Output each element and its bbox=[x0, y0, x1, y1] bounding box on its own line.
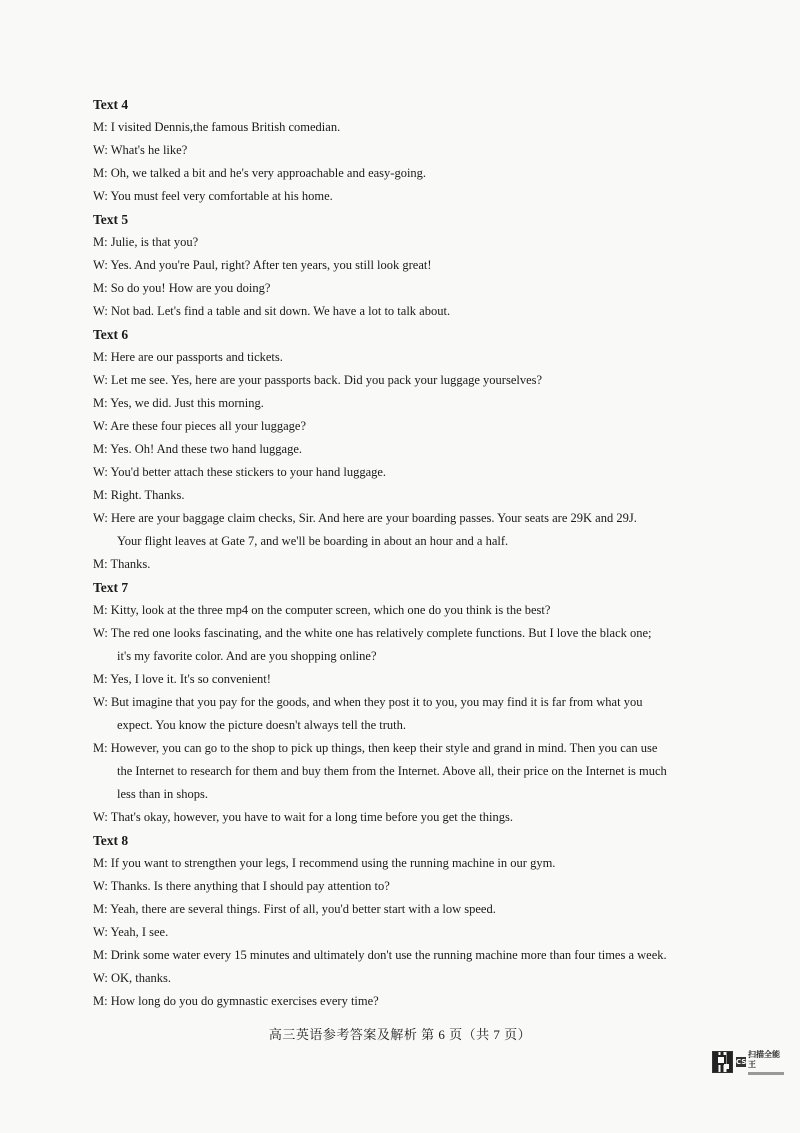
speaker-label: M: bbox=[93, 235, 111, 249]
dialogue-text: You must feel very comfortable at his home. bbox=[110, 189, 333, 203]
speaker-label: M: bbox=[93, 166, 111, 180]
dialogue-line bbox=[93, 507, 733, 530]
dialogue-line bbox=[93, 622, 733, 645]
dialogue-line bbox=[93, 967, 733, 990]
speaker-label: M: bbox=[93, 948, 111, 962]
scanner-brand bbox=[748, 1050, 786, 1075]
dialogue-continuation: the Internet to research for them and buy them from the Internet. Above all, their price on the Internet is much bbox=[117, 764, 667, 778]
dialogue-line bbox=[93, 875, 733, 898]
dialogue-text: Yes. And you're Paul, right? After ten years, you still look great! bbox=[110, 258, 432, 272]
speaker-label: M: bbox=[93, 281, 111, 295]
speaker-label: W: bbox=[93, 879, 111, 893]
dialogue-text: Drink some water every 15 minutes and ultimately don't use the running machine more than four times a week. bbox=[110, 948, 667, 962]
dialogue-line bbox=[93, 185, 733, 208]
dialogue-text: You'd better attach these stickers to your hand luggage. bbox=[110, 465, 387, 479]
transcript-body bbox=[93, 93, 733, 1013]
speaker-label: W: bbox=[93, 419, 111, 433]
speaker-label: M: bbox=[93, 672, 111, 686]
dialogue-text: That's okay, however, you have to wait for a long time before you get the things. bbox=[110, 810, 513, 824]
speaker-label: M: bbox=[93, 442, 111, 456]
dialogue-line bbox=[93, 898, 733, 921]
section-heading: Text 8 bbox=[93, 833, 129, 848]
scanner-brand-tagline bbox=[748, 1072, 784, 1075]
dialogue-text: So do you! How are you doing? bbox=[110, 281, 271, 295]
dialogue-text: Here are our passports and tickets. bbox=[110, 350, 283, 364]
speaker-label: W: bbox=[93, 810, 111, 824]
dialogue-line bbox=[93, 691, 733, 714]
dialogue-text: The red one looks fascinating, and the white one has relatively complete functions. But I love the black one; bbox=[110, 626, 652, 640]
dialogue-text: Yeah, I see. bbox=[110, 925, 169, 939]
dialogue-line bbox=[93, 438, 733, 461]
scanner-brand-name: 扫描全能王 bbox=[748, 1049, 780, 1069]
dialogue-line bbox=[93, 461, 733, 484]
speaker-label: M: bbox=[93, 120, 111, 134]
dialogue-text: How long do you do gymnastic exercises every time? bbox=[110, 994, 379, 1008]
dialogue-text: Are these four pieces all your luggage? bbox=[110, 419, 307, 433]
speaker-label: W: bbox=[93, 373, 111, 387]
dialogue-line bbox=[93, 231, 733, 254]
speaker-label: W: bbox=[93, 258, 111, 272]
dialogue-text: I visited Dennis,the famous British comedian. bbox=[110, 120, 341, 134]
dialogue-text: Oh, we talked a bit and he's very approachable and easy-going. bbox=[110, 166, 427, 180]
speaker-label: W: bbox=[93, 143, 111, 157]
section-heading: Text 7 bbox=[93, 580, 129, 595]
dialogue-line bbox=[93, 139, 733, 162]
speaker-label: M: bbox=[93, 856, 111, 870]
dialogue-text: Yes, I love it. It's so convenient! bbox=[110, 672, 271, 686]
dialogue-text: OK, thanks. bbox=[110, 971, 172, 985]
speaker-label: W: bbox=[93, 925, 111, 939]
section-heading: Text 6 bbox=[93, 327, 129, 342]
dialogue-line bbox=[93, 553, 733, 576]
dialogue-line bbox=[93, 668, 733, 691]
dialogue-line bbox=[93, 346, 733, 369]
dialogue-line bbox=[93, 369, 733, 392]
dialogue-line bbox=[93, 944, 733, 967]
dialogue-continuation: it's my favorite color. And are you shopping online? bbox=[117, 649, 377, 663]
speaker-label: M: bbox=[93, 603, 111, 617]
dialogue-text: Here are your baggage claim checks, Sir. And here are your boarding passes. Your seats are 29K and 29J. bbox=[110, 511, 637, 525]
dialogue-line bbox=[93, 599, 733, 622]
dialogue-line bbox=[93, 254, 733, 277]
speaker-label: M: bbox=[93, 557, 111, 571]
speaker-label: M: bbox=[93, 902, 111, 916]
dialogue-line bbox=[93, 921, 733, 944]
dialogue-line bbox=[93, 852, 733, 875]
speaker-label: W: bbox=[93, 626, 111, 640]
dialogue-text: Thanks. bbox=[110, 557, 151, 571]
dialogue-text: Yes, we did. Just this morning. bbox=[110, 396, 264, 410]
dialogue-continuation: less than in shops. bbox=[117, 787, 208, 801]
page-footer: 高三英语参考答案及解析 第 6 页（共 7 页） bbox=[268, 1027, 532, 1042]
scanner-watermark bbox=[712, 1050, 786, 1074]
dialogue-text: If you want to strengthen your legs, I recommend using the running machine in our gym. bbox=[110, 856, 556, 870]
dialogue-line bbox=[93, 415, 733, 438]
dialogue-line bbox=[93, 392, 733, 415]
speaker-label: W: bbox=[93, 189, 111, 203]
qr-code-icon bbox=[712, 1051, 733, 1073]
dialogue-text: Yes. Oh! And these two hand luggage. bbox=[110, 442, 303, 456]
speaker-label: W: bbox=[93, 971, 111, 985]
dialogue-line bbox=[93, 990, 733, 1013]
dialogue-text: Let me see. Yes, here are your passports back. Did you pack your luggage yourselves? bbox=[110, 373, 543, 387]
dialogue-text: Not bad. Let's find a table and sit down. We have a lot to talk about. bbox=[110, 304, 451, 318]
speaker-label: M: bbox=[93, 488, 111, 502]
dialogue-text: What's he like? bbox=[110, 143, 188, 157]
dialogue-text: Thanks. Is there anything that I should pay attention to? bbox=[110, 879, 390, 893]
dialogue-line bbox=[93, 300, 733, 323]
dialogue-text: Yeah, there are several things. First of all, you'd better start with a low speed. bbox=[110, 902, 496, 916]
dialogue-line bbox=[93, 484, 733, 507]
speaker-label: W: bbox=[93, 511, 111, 525]
dialogue-line bbox=[93, 806, 733, 829]
camscanner-logo-icon: CS bbox=[736, 1058, 747, 1066]
speaker-label: M: bbox=[93, 350, 111, 364]
dialogue-line bbox=[93, 162, 733, 185]
speaker-label: W: bbox=[93, 304, 111, 318]
speaker-label: M: bbox=[93, 741, 111, 755]
dialogue-text: But imagine that you pay for the goods, and when they post it to you, you may find it is far from what you bbox=[110, 695, 643, 709]
dialogue-line bbox=[93, 116, 733, 139]
dialogue-continuation: expect. You know the picture doesn't always tell the truth. bbox=[117, 718, 407, 732]
dialogue-text: However, you can go to the shop to pick up things, then keep their style and grand in mind. Then you can use bbox=[110, 741, 658, 755]
section-heading: Text 5 bbox=[93, 212, 129, 227]
speaker-label: M: bbox=[93, 396, 111, 410]
dialogue-line bbox=[93, 737, 733, 760]
dialogue-continuation: Your flight leaves at Gate 7, and we'll be boarding in about an hour and a half. bbox=[117, 534, 509, 548]
speaker-label: W: bbox=[93, 695, 111, 709]
dialogue-text: Right. Thanks. bbox=[110, 488, 185, 502]
speaker-label: W: bbox=[93, 465, 111, 479]
speaker-label: M: bbox=[93, 994, 111, 1008]
dialogue-line bbox=[93, 277, 733, 300]
section-heading: Text 4 bbox=[93, 97, 129, 112]
dialogue-text: Kitty, look at the three mp4 on the computer screen, which one do you think is the best? bbox=[110, 603, 551, 617]
dialogue-text: Julie, is that you? bbox=[110, 235, 199, 249]
